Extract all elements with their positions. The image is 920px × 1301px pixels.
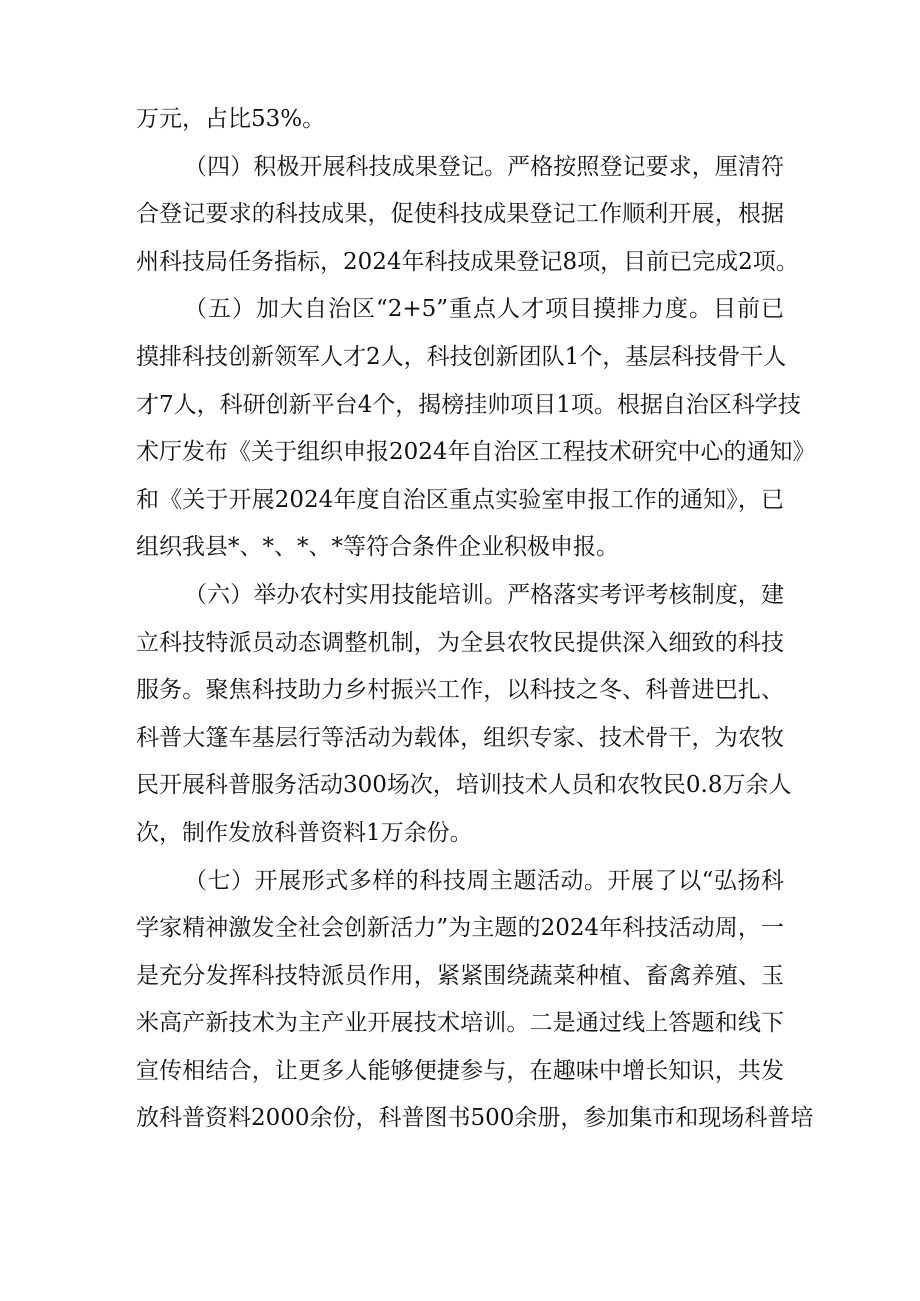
text-line: （五）加大自治区“2+5”重点人才项目摸排力度。目前已 (184, 296, 784, 323)
text-line: 学家精神激发全社会创新活力”为主题的2024年科技活动周，一 (136, 915, 784, 942)
text-line: 宣传相结合，让更多人能够便捷参与，在趣味中增长知识，共发 (136, 1057, 784, 1084)
text-line: （四）积极开展科技成果登记。严格按照登记要求，厘清符 (184, 153, 784, 180)
text-line: 是充分发挥科技特派员作用，紧紧围绕蔬菜种植、畜禽养殖、玉 (136, 962, 784, 989)
text-line: 民开展科普服务活动300场次，培训技术人员和农牧民0.8万余人 (136, 772, 792, 799)
document-body (136, 96, 816, 1143)
paragraph-section-7 (136, 858, 814, 1144)
text-line: 才7人，科研创新平台4个，揭榜挂帅项目1项。根据自治区科学技 (136, 391, 801, 418)
text-line: 科普大篷车基层行等活动为载体，组织专家、技术骨干，为农牧 (136, 724, 784, 751)
text-line: （七）开展形式多样的科技周主题活动。开展了以“弘扬科 (184, 867, 784, 894)
paragraph-section-6 (136, 572, 792, 858)
text-line: 州科技局任务指标，2024年科技成果登记8项，目前已完成2项。 (136, 248, 799, 275)
text-line: 组织我县*、*、*、*等符合条件企业积极申报。 (136, 534, 619, 561)
paragraph-section-5 (136, 286, 816, 572)
text-line: 和《关于开展2024年度自治区重点实验室申报工作的通知》，已 (136, 486, 784, 513)
text-line: 万元，占比53%。 (136, 106, 326, 132)
text-line: 服务。聚焦科技助力乡村振兴工作，以科技之冬、科普进巴扎、 (136, 677, 784, 704)
text-line: 合登记要求的科技成果，促使科技成果登记工作顺利开展，根据 (136, 201, 784, 228)
text-line: 米高产新技术为主产业开展技术培训。二是通过线上答题和线下 (136, 1010, 784, 1037)
text-line: 术厅发布《关于组织申报2024年自治区工程技术研究中心的通知》 (136, 439, 816, 466)
text-line: 放科普资料2000余份，科普图书500余册，参加集市和现场科普培 (136, 1105, 814, 1132)
text-line: 次，制作发放科普资料1万余份。 (136, 819, 473, 846)
paragraph-section-4 (136, 144, 799, 287)
text-line: （六）举办农村实用技能培训。严格落实考评考核制度，建 (184, 581, 784, 608)
text-line: 立科技特派员动态调整机制，为全县农牧民提供深入细致的科技 (136, 629, 784, 656)
paragraph-continuation (136, 96, 784, 144)
text-line: 摸排科技创新领军人才2人，科技创新团队1个，基层科技骨干人 (136, 343, 787, 370)
